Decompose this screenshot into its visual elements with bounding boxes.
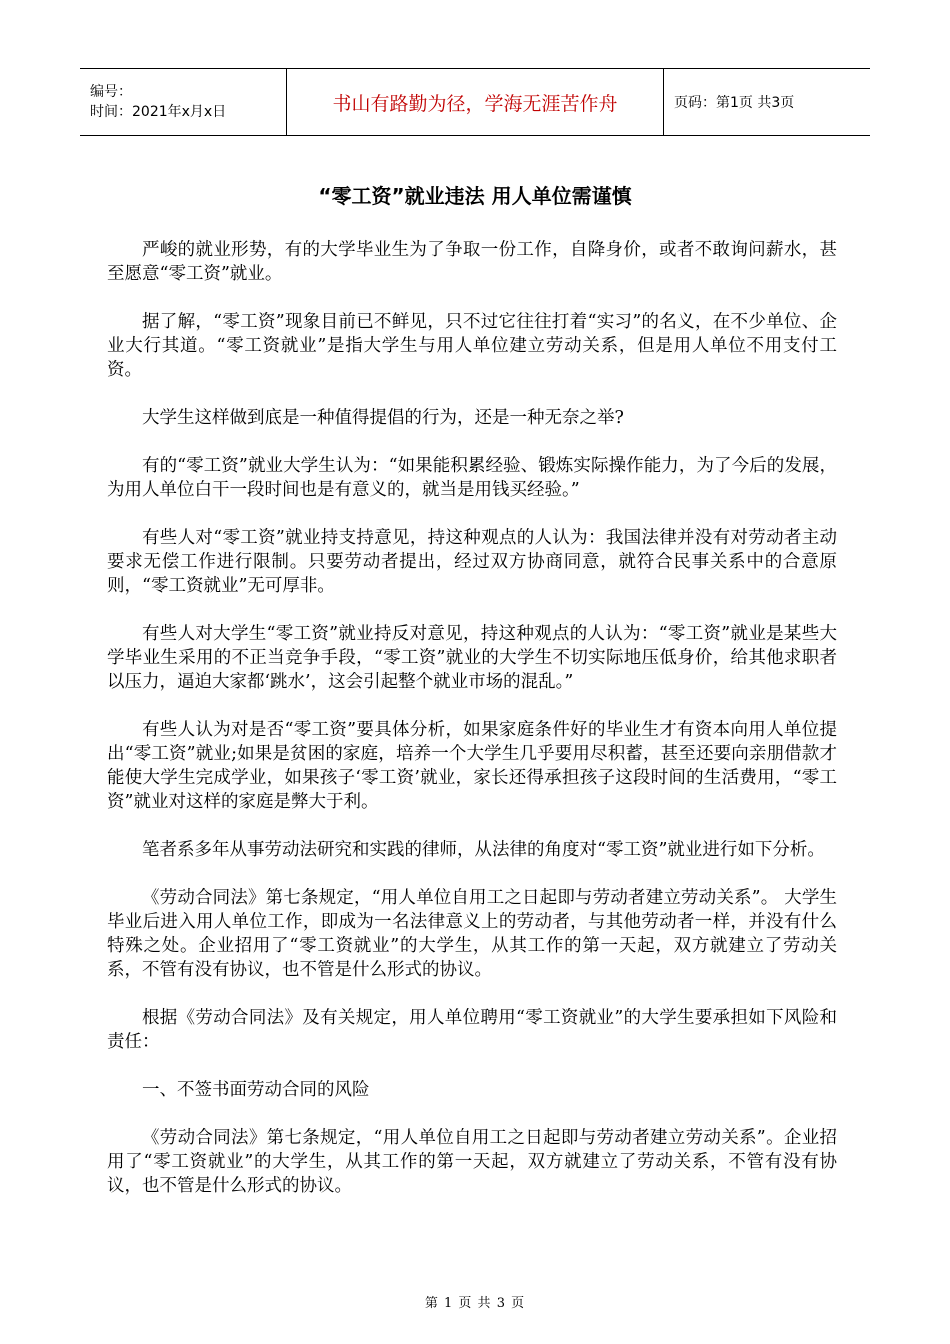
page-footer: 第 1 页 共 3 页 — [424, 1296, 526, 1311]
paragraph: 严峻的就业形势，有的大学毕业生为了争取一份工作，自降身价，或者不敢询问薪水，甚至愿意“零工资”就业。 — [107, 240, 837, 284]
document-title: “零工资”就业违法 用人单位需谨慎 — [318, 184, 632, 208]
paragraph: 据了解，“零工资”现象目前已不鲜见，只不过它往往打着“实习”的名义，在不少单位、企业大行其道。“零工资就业”是指大学生与用人单位建立劳动关系，但是用人单位不用支付工资。 — [107, 312, 837, 380]
serial-label: 编号： — [90, 84, 132, 100]
paragraph: 《劳动合同法》第七条规定，“用人单位自用工之日起即与劳动者建立劳动关系”。企业招用了“零工资就业”的大学生，从其工作的第一天起，双方就建立了劳动关系，不管有没有协议，也不管是什么形式的协议。 — [107, 1128, 837, 1196]
paragraph: 有些人对大学生“零工资”就业持反对意见，持这种观点的人认为：“零工资”就业是某些大学毕业生采用的不正当竞争手段，“零工资”就业的大学生不切实际地压低身价，给其他求职者以压力，逼迫大家都‘跳水’，这会引起整个就业市场的混乱。” — [107, 624, 837, 692]
time-label: 时间：2021年x月x日 — [90, 104, 227, 120]
paragraph: 有些人认为对是否“零工资”要具体分析，如果家庭条件好的毕业生才有资本向用人单位提出“零工资”就业;如果是贫困的家庭，培养一个大学生几乎要用尽积蓄，甚至还要向亲朋借款才能使大学生完成学业，如果孩子‘零工资’就业，家长还得承担孩子这段时间的生活费用，“零工资”就业对这样的家庭是弊大于利。 — [107, 720, 837, 812]
section-heading: 一、不签书面劳动合同的风险 — [142, 1080, 370, 1100]
paragraph: 有的“零工资”就业大学生认为：“如果能积累经验、锻炼实际操作能力，为了今后的发展，为用人单位白干一段时间也是有意义的，就当是用钱买经验。” — [107, 456, 837, 500]
paragraph: 《劳动合同法》第七条规定，“用人单位自用工之日起即与劳动者建立劳动关系”。 大学生毕业后进入用人单位工作，即成为一名法律意义上的劳动者，与其他劳动者一样，并没有什么特殊之处。企业招用了“零工资就业”的大学生，从其工作的第一天起，双方就建立了劳动关系，不管有没有协议，也不管是什么形式的协议。 — [107, 888, 837, 980]
paragraph: 根据《劳动合同法》及有关规定，用人单位聘用“零工资就业”的大学生要承担如下风险和责任： — [107, 1008, 837, 1052]
paragraph: 笔者系多年从事劳动法研究和实践的律师，从法律的角度对“零工资”就业进行如下分析。 — [142, 840, 825, 860]
header-table — [80, 68, 870, 136]
page-info: 页码：第1页 共3页 — [664, 69, 871, 136]
document-body — [107, 238, 837, 1222]
paragraph: 有些人对“零工资”就业持支持意见，持这种观点的人认为：我国法律并没有对劳动者主动要求无偿工作进行限制。只要劳动者提出，经过双方协商同意，就符合民事关系中的合意原则，“零工资就业”无可厚非。 — [107, 528, 837, 596]
motto: 书山有路勤为径，学海无涯苦作舟 — [287, 69, 664, 136]
paragraph: 大学生这样做到底是一种值得提倡的行为，还是一种无奈之举? — [142, 408, 624, 428]
header-info-cell — [80, 69, 287, 136]
